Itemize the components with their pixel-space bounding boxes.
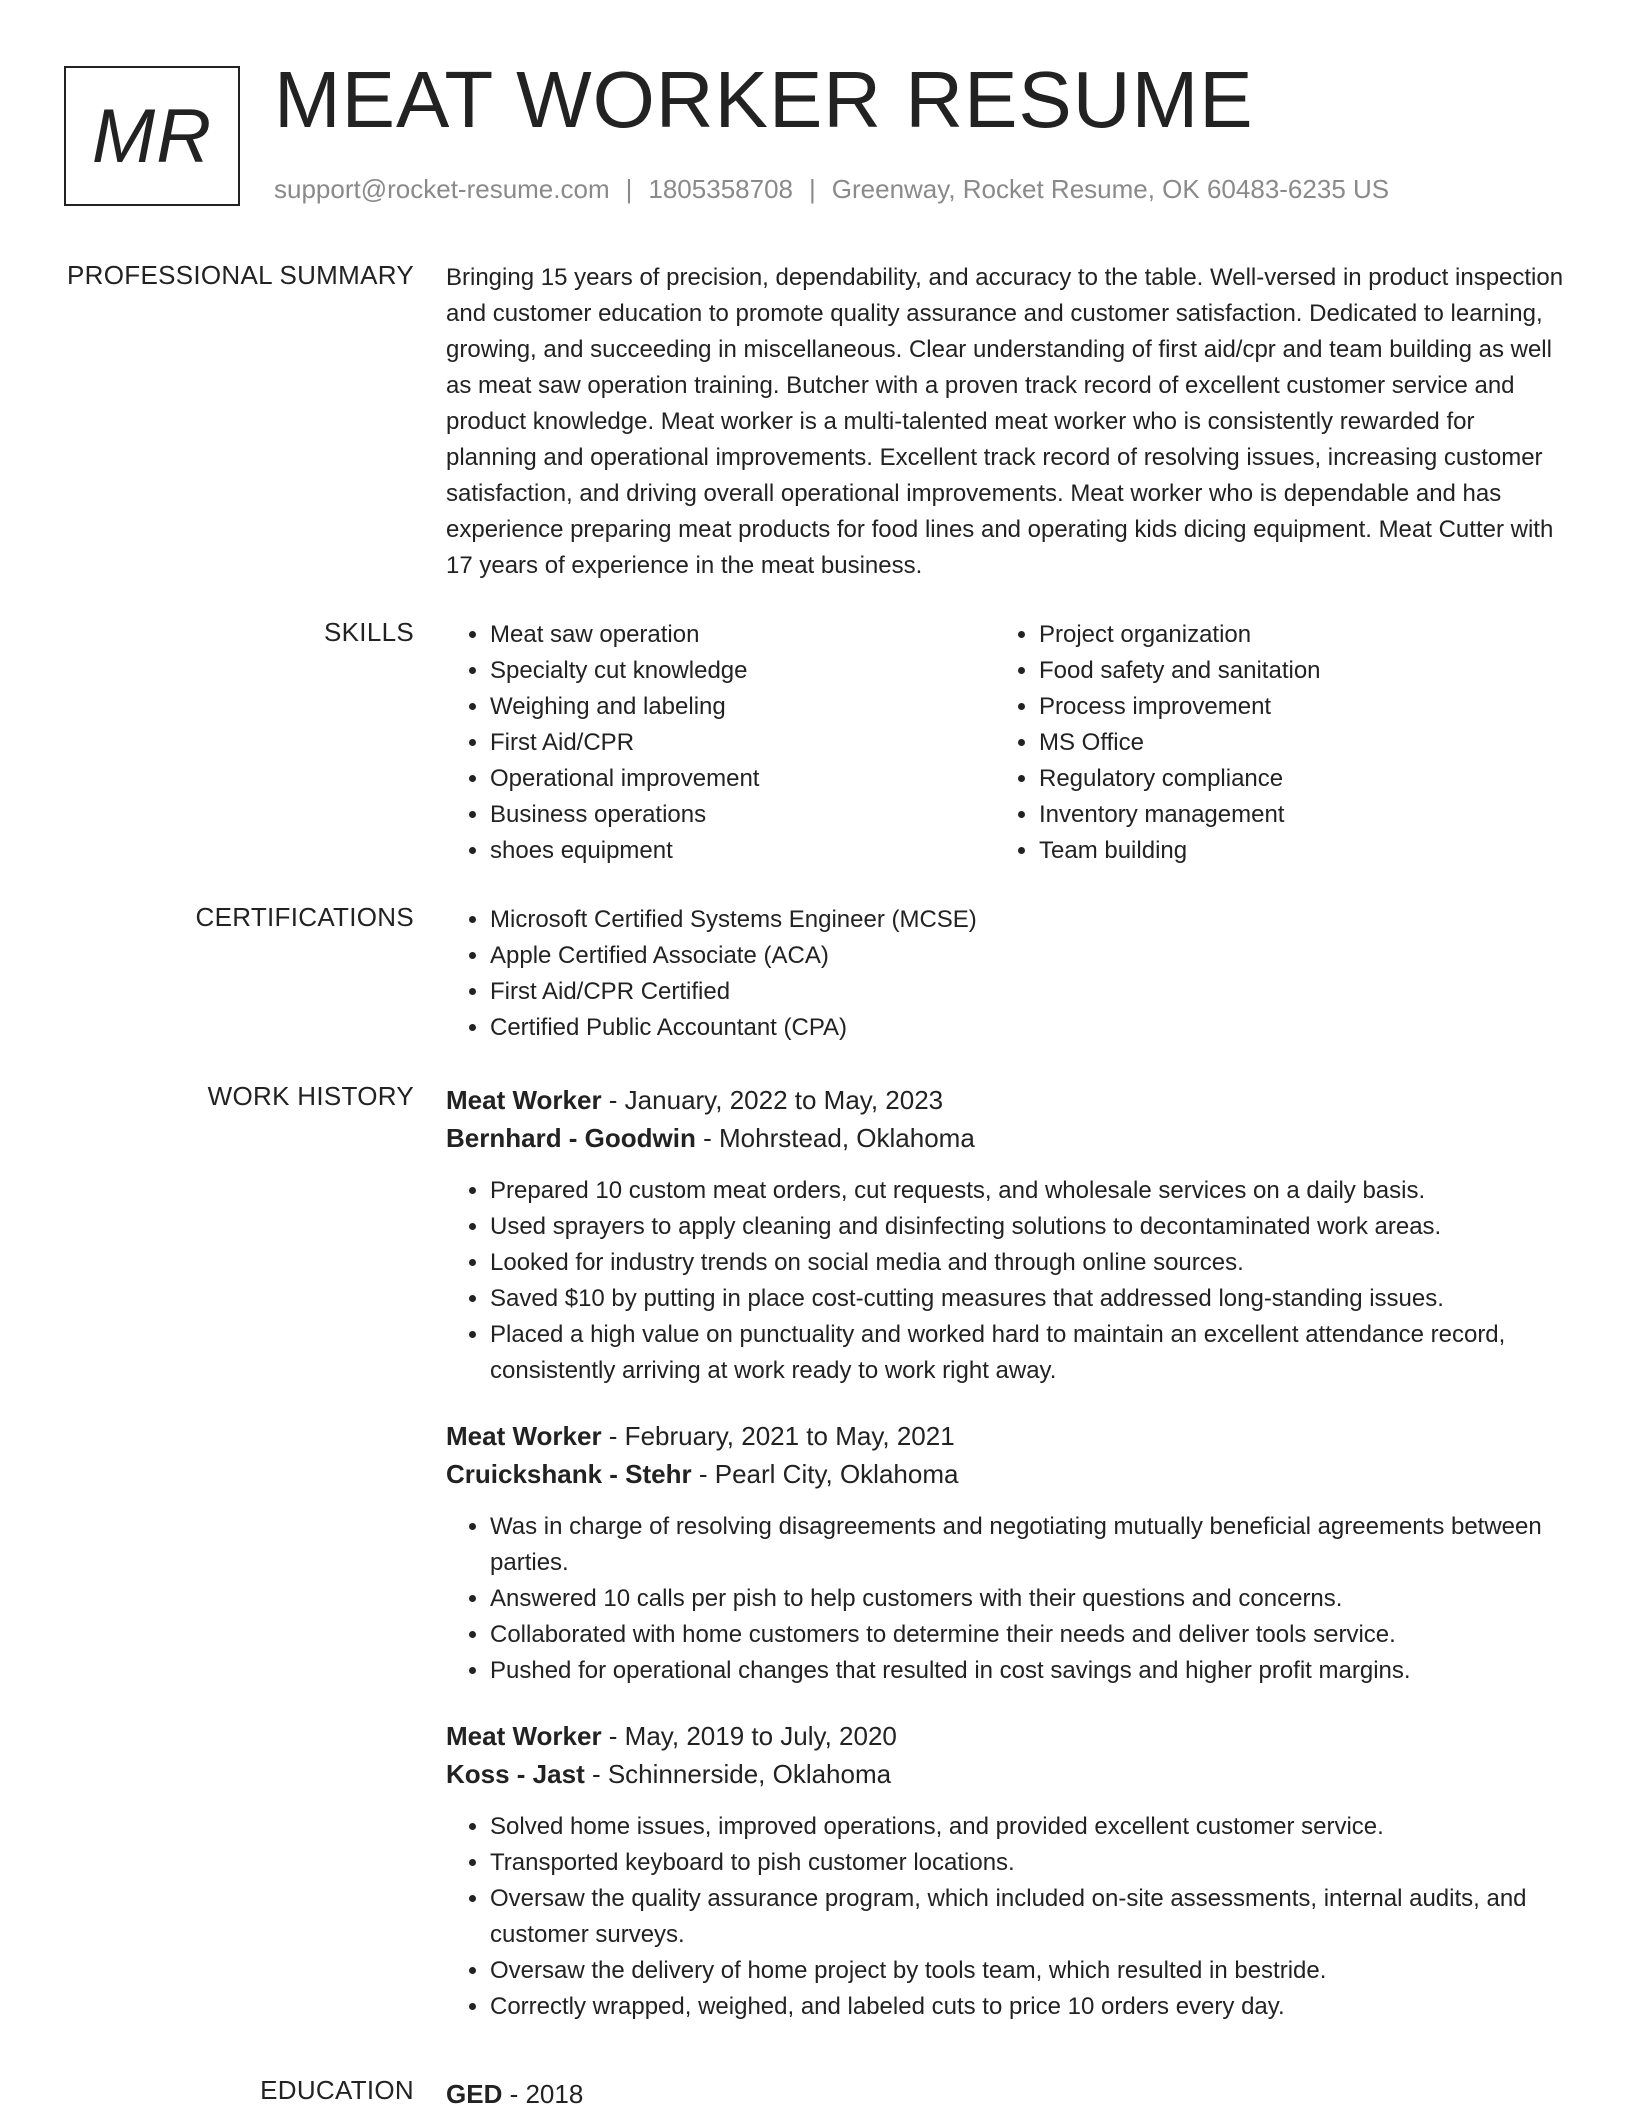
job-bullet: • Collaborated with home customers to determine their needs and deliver tools service. [490,1617,1566,1653]
job-bullets [446,1509,1566,1689]
job-company-line [446,1755,1566,1793]
job-bullet: • Prepared 10 custom meat orders, cut requests, and wholesale services on a daily basis. [490,1173,1566,1209]
job-bullet: • Looked for industry trends on social media and through online sources. [490,1245,1566,1281]
contact-separator: | [625,174,633,204]
skills-list-right [995,617,1544,869]
job-bullet: • Placed a high value on punctuality and worked hard to maintain an excellent attendance record, consistently arriving at work ready to work right away. [490,1317,1566,1389]
resume-title: MEAT WORKER RESUME [274,55,1254,144]
certification-item: • Certified Public Accountant (CPA) [490,1010,1566,1046]
job-company-line [446,1455,1566,1493]
section-title-summary: PROFESSIONAL SUMMARY [67,260,414,290]
job-bullet: • Oversaw the delivery of home project by tools team, which resulted in bestride. [490,1953,1566,1989]
job-bullets [446,1173,1566,1389]
job-role: Meat Worker [446,1721,602,1751]
job-bullet: • Pushed for operational changes that resulted in cost savings and higher profit margins. [490,1653,1566,1689]
skill-item: • Specialty cut knowledge [490,653,995,689]
job-bullet: • Correctly wrapped, weighed, and labeled cuts to price 10 orders every day. [490,1989,1566,2025]
summary-body [446,260,1566,584]
skill-item: • MS Office [1039,725,1544,761]
skills-columns [446,617,1566,869]
job-role-line [446,1081,1566,1119]
skill-item: • Operational improvement [490,761,995,797]
section-title-work-history: WORK HISTORY [207,1081,414,1111]
job-entry [446,1081,1566,1389]
section-title-certifications: CERTIFICATIONS [195,902,414,932]
education-body [446,2075,1566,2113]
job-role-line [446,1717,1566,1755]
job-bullet: • Solved home issues, improved operations, and provided excellent customer service. [490,1809,1566,1845]
job-role: Meat Worker [446,1421,602,1451]
contact-address: Greenway, Rocket Resume, OK 60483-6235 US [831,174,1390,204]
contact-email[interactable]: support@rocket-resume.com [274,174,610,204]
contact-separator: | [809,174,816,204]
education-line [446,2075,1566,2113]
certification-item: • Microsoft Certified Systems Engineer (MCSE) [490,902,1566,938]
job-location: - Pearl City, Oklahoma [691,1459,959,1489]
skill-item: • First Aid/CPR [490,725,995,761]
skills-list-left [446,617,995,869]
skills-body [446,617,1566,869]
job-bullet: • Answered 10 calls per pish to help customers with their questions and concerns. [490,1581,1566,1617]
job-entry [446,1717,1566,2025]
skill-item: • Regulatory compliance [1039,761,1544,797]
skill-item: • shoes equipment [490,833,995,869]
skill-item: • Weighing and labeling [490,689,995,725]
skill-item: • Team building [1039,833,1544,869]
job-role-line [446,1417,1566,1455]
job-bullet: • Used sprayers to apply cleaning and disinfecting solutions to decontaminated work areas. [490,1209,1566,1245]
skill-item: • Inventory management [1039,797,1544,833]
job-entry [446,1417,1566,1689]
job-company: Bernhard - Goodwin [446,1123,696,1153]
job-company: Koss - Jast [446,1759,585,1789]
contact-phone[interactable]: 1805358708 [648,174,793,204]
job-location: - Mohrstead, Oklahoma [695,1123,975,1153]
skill-item: • Project organization [1039,617,1544,653]
monogram-logo: MR [64,66,240,206]
job-role: Meat Worker [446,1085,602,1115]
job-location: - Schinnerside, Oklahoma [584,1759,892,1789]
skill-item: • Meat saw operation [490,617,995,653]
job-dates: - February, 2021 to May, 2021 [601,1421,955,1451]
job-bullet: • Oversaw the quality assurance program, which included on-site assessments, internal audits, and customer surveys. [490,1881,1566,1953]
job-company-line [446,1119,1566,1157]
work-history-body [446,1081,1566,2053]
certifications-list [446,902,1566,1046]
education-year: - 2018 [502,2079,584,2109]
job-bullet: • Was in charge of resolving disagreements and negotiating mutually beneficial agreements between parties. [490,1509,1566,1581]
section-title-education: EDUCATION [260,2075,414,2105]
skill-item: • Process improvement [1039,689,1544,725]
education-degree: GED [446,2079,503,2109]
job-dates: - May, 2019 to July, 2020 [601,1721,897,1751]
certifications-body [446,902,1566,1046]
certification-item: • First Aid/CPR Certified [490,974,1566,1010]
job-bullet: • Saved $10 by putting in place cost-cutting measures that addressed long-standing issues. [490,1281,1566,1317]
certification-item: • Apple Certified Associate (ACA) [490,938,1566,974]
skill-item: • Food safety and sanitation [1039,653,1544,689]
job-company: Cruickshank - Stehr [446,1459,692,1489]
skill-item: • Business operations [490,797,995,833]
job-bullets [446,1809,1566,2025]
contact-line [274,174,1389,205]
job-dates: - January, 2022 to May, 2023 [601,1085,944,1115]
summary-text: Bringing 15 years of precision, dependability, and accuracy to the table. Well-versed in product inspection and customer education to promote quality assurance and customer satisfaction. Dedicated to learning, growing, and succeeding in miscellaneous. Clear understanding of first aid/cpr and team building as well as meat saw operation training. Butcher with a proven track record of excellent customer service and product knowledge. Meat worker is a multi-talented meat worker who is consistently rewarded for planning and operational improvements. Excellent track record of resolving issues, increasing customer satisfaction, and driving overall operational improvements. Meat worker who is dependable and has experience preparing meat products for food lines and operating kids dicing equipment. Meat Cutter with 17 years of experience in the meat business. [446,264,1564,579]
job-bullet: • Transported keyboard to pish customer locations. [490,1845,1566,1881]
section-title-skills: SKILLS [324,617,414,647]
